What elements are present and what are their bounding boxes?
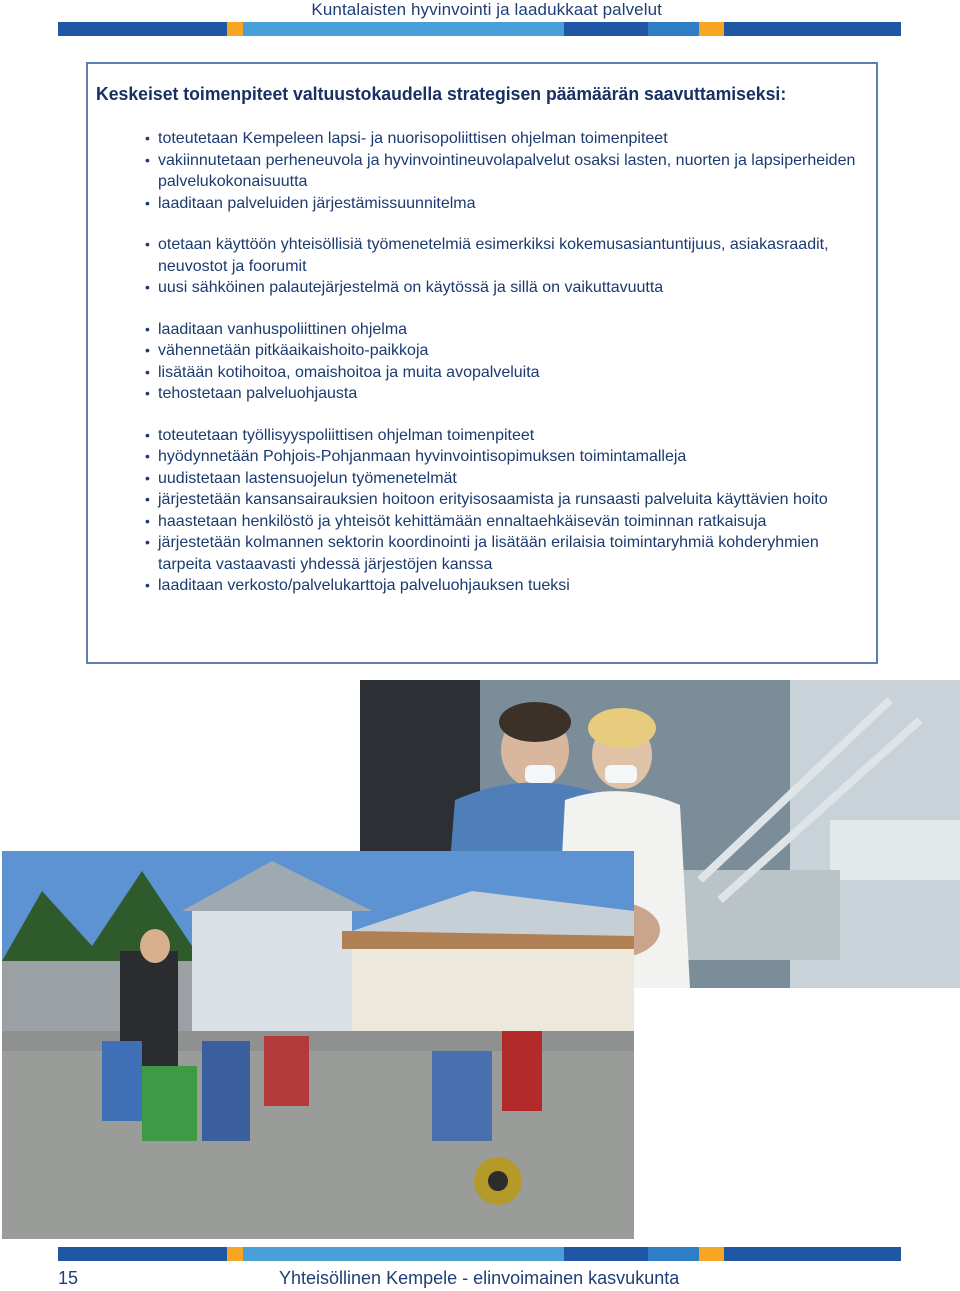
measure-text: laaditaan verkosto/palvelukarttoja palveluohjauksen tueksi — [158, 577, 570, 594]
measure-group — [145, 128, 865, 214]
measures-box — [86, 62, 878, 664]
measure-item — [145, 446, 865, 468]
measure-text: toteutetaan työllisyyspoliittisen ohjelman toimenpiteet — [158, 426, 535, 444]
stripe-segment — [648, 22, 699, 36]
measure-item — [145, 193, 865, 215]
measure-text: lisätään kotihoitoa, omaishoitoa ja muita avopalveluita — [158, 363, 540, 381]
kids-playing-photo — [2, 851, 634, 1239]
bullet-icon: • — [145, 130, 150, 146]
stripe-segment — [648, 1247, 699, 1261]
measure-text: uudistetaan lastensuojelun työmenetelmät — [158, 469, 457, 487]
measure-item — [145, 340, 865, 362]
measures-list — [145, 128, 865, 617]
bullet-icon: • — [145, 469, 150, 486]
measure-item — [145, 575, 865, 597]
bullet-icon: • — [145, 363, 150, 380]
measure-text: laaditaan vanhuspoliittinen ohjelma — [158, 320, 408, 338]
stripe-segment — [58, 22, 227, 36]
stripe-segment — [58, 1247, 227, 1261]
bullet-icon: • — [145, 151, 150, 168]
footer-stripe — [58, 1247, 901, 1261]
bullet-icon: • — [145, 385, 150, 401]
bullet-icon: • — [145, 512, 150, 529]
bullet-icon: • — [145, 448, 150, 464]
bullet-icon: • — [145, 342, 150, 358]
bullet-icon: • — [145, 320, 150, 337]
measure-item — [145, 489, 865, 511]
header-stripe — [58, 22, 901, 36]
stripe-segment — [243, 1247, 563, 1261]
measure-text: toteutetaan Kempeleen lapsi- ja nuorisopoliittisen ohjelman toimenpiteet — [158, 130, 668, 147]
measure-text: hyödynnetään Pohjois-Pohjanmaan hyvinvointisopimuksen toimintamalleja — [158, 448, 687, 465]
box-heading: Keskeiset toimenpiteet valtuustokaudella strategisen päämäärän saavuttamiseksi: — [96, 84, 787, 104]
measure-item — [145, 383, 865, 405]
measure-text: vähennetään pitkäaikaishoito-paikkoja — [158, 342, 429, 359]
measure-item — [145, 362, 865, 384]
stripe-segment — [699, 22, 724, 36]
measure-item — [145, 468, 865, 490]
measure-item — [145, 511, 865, 533]
stripe-segment — [724, 1247, 901, 1261]
bullet-icon: • — [145, 577, 150, 593]
bullet-icon: • — [145, 236, 150, 252]
measure-group — [145, 319, 865, 405]
bullet-icon: • — [145, 426, 150, 443]
stripe-segment — [227, 22, 244, 36]
measure-text: tehostetaan palveluohjausta — [158, 385, 358, 402]
measure-item — [145, 128, 865, 150]
bullet-icon: • — [145, 534, 150, 550]
measure-group — [145, 425, 865, 597]
stripe-segment — [564, 1247, 648, 1261]
bullet-icon: • — [145, 279, 150, 295]
measure-text: uusi sähköinen palautejärjestelmä on käytössä ja sillä on vaikuttavuutta — [158, 279, 664, 296]
measure-item — [145, 150, 865, 193]
measure-text: järjestetään kolmannen sektorin koordinointi ja lisätään erilaisia toimintaryhmiä kohderyhmien tarpeita vastaavasti yhdessä järjestöjen kanssa — [158, 534, 819, 573]
bullet-icon: • — [145, 194, 150, 211]
measure-item — [145, 425, 865, 447]
stripe-segment — [564, 22, 648, 36]
measure-group — [145, 234, 865, 299]
stripe-segment — [227, 1247, 244, 1261]
measure-item — [145, 234, 865, 277]
measure-item — [145, 532, 865, 575]
measure-item — [145, 319, 865, 341]
measure-text: järjestetään kansansairauksien hoitoon erityisosaamista ja runsaasti palveluita käyttävien hoito — [158, 491, 828, 508]
stripe-segment — [699, 1247, 724, 1261]
measure-text: vakiinnutetaan perheneuvola ja hyvinvointineuvolapalvelut osaksi lasten, nuorten ja lapsiperheiden palvelukokonaisuutta — [158, 151, 856, 190]
running-header: Kuntalaisten hyvinvointi ja laadukkaat palvelut — [311, 0, 662, 19]
stripe-segment — [724, 22, 901, 36]
measure-text: haastetaan henkilöstö ja yhteisöt kehittämään ennaltaehkäisevän toiminnan ratkaisuja — [158, 512, 767, 530]
bullet-icon: • — [145, 491, 150, 507]
measure-text: otetaan käyttöön yhteisöllisiä työmenetelmiä esimerkiksi kokemusasiantuntijuus, asiakasraadit, neuvostot ja foorumit — [158, 236, 829, 275]
stripe-segment — [243, 22, 563, 36]
page-number: 15 — [58, 1268, 79, 1288]
measure-item — [145, 277, 865, 299]
measure-text: laaditaan palveluiden järjestämissuunnitelma — [158, 194, 476, 212]
footer-title: Yhteisöllinen Kempele - elinvoimainen kasvukunta — [279, 1268, 680, 1288]
